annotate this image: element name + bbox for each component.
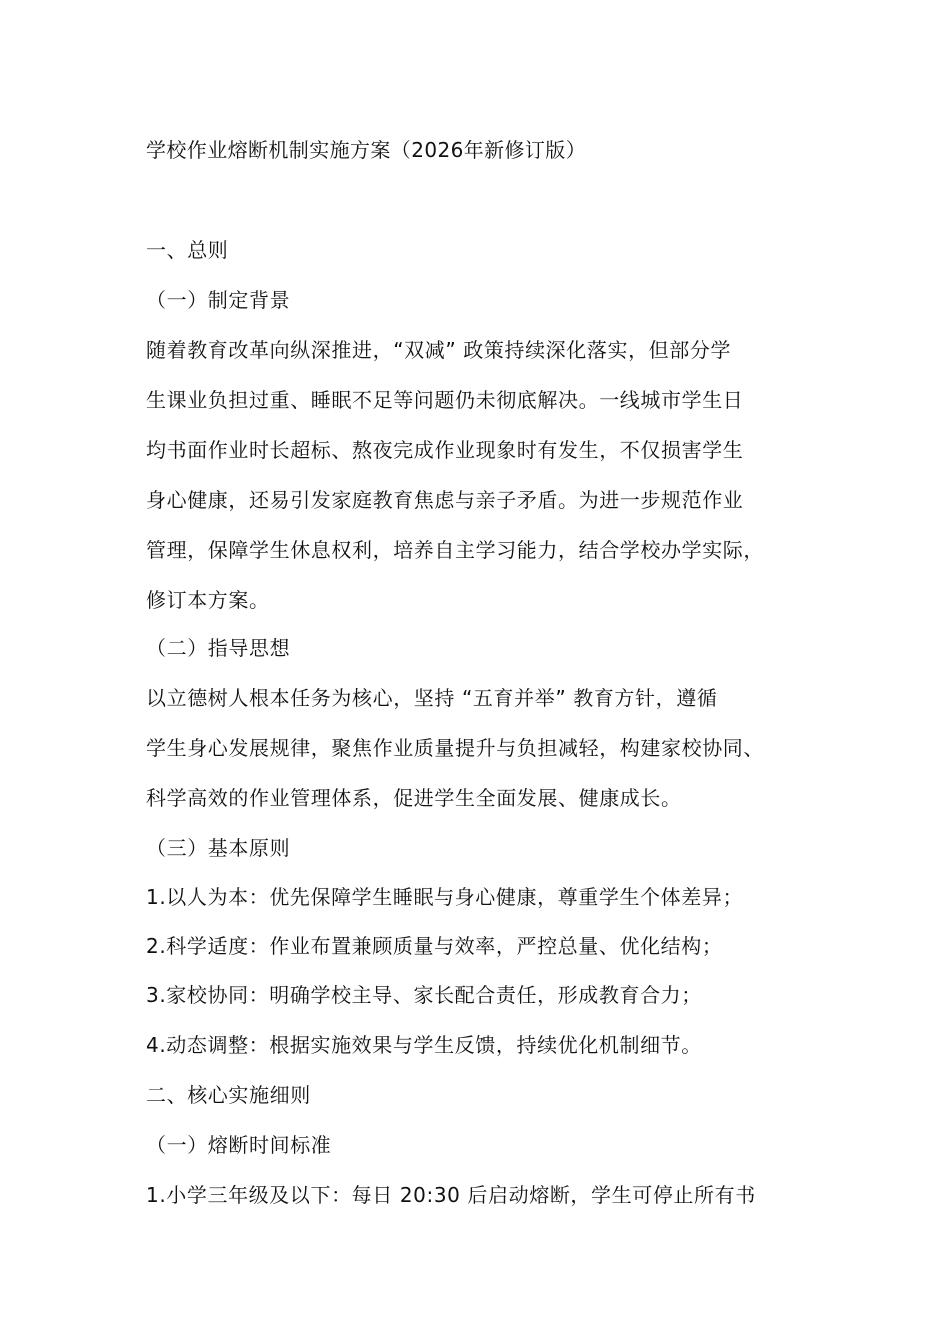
- paragraph-line: 科学高效的作业管理体系，促进学生全面发展、健康成长。: [146, 786, 682, 810]
- list-item: 1.以人为本：优先保障学生睡眠与身心健康，尊重学生个体差异；: [146, 885, 744, 909]
- section-heading: 二、核心实施细则: [146, 1083, 311, 1107]
- document-title: 学校作业熔断机制实施方案（2026年新修订版）: [146, 138, 587, 162]
- section-heading: 一、总则: [146, 238, 229, 262]
- subsection-heading: （三）基本原则: [146, 836, 291, 860]
- list-item: 1.小学三年级及以下：每日 20:30 后启动熔断，学生可停止所有书: [146, 1183, 756, 1207]
- paragraph-line: 生课业负担过重、睡眠不足等问题仍未彻底解决。一线城市学生日: [146, 388, 744, 412]
- paragraph-line: 修订本方案。: [146, 588, 270, 612]
- subsection-heading: （二）指导思想: [146, 636, 291, 660]
- subsection-heading: （一）制定背景: [146, 288, 291, 312]
- paragraph-line: 均书面作业时长超标、熬夜完成作业现象时有发生，不仅损害学生: [146, 438, 744, 462]
- paragraph-line: 身心健康，还易引发家庭教育焦虑与亲子矛盾。为进一步规范作业: [146, 488, 744, 512]
- subsection-heading: （一）熔断时间标准: [146, 1133, 332, 1157]
- paragraph-line: 管理，保障学生休息权利，培养自主学习能力，结合学校办学实际，: [146, 538, 764, 562]
- paragraph-line: 学生身心发展规律，聚焦作业质量提升与负担减轻，构建家校协同、: [146, 736, 764, 760]
- list-item: 3.家校协同：明确学校主导、家长配合责任，形成教育合力；: [146, 983, 702, 1007]
- list-item: 2.科学适度：作业布置兼顾质量与效率，严控总量、优化结构；: [146, 934, 723, 958]
- list-item: 4.动态调整：根据实施效果与学生反馈，持续优化机制细节。: [146, 1033, 702, 1057]
- paragraph-line: 以立德树人根本任务为核心，坚持 “五育并举” 教育方针，遵循: [146, 686, 718, 710]
- paragraph-line: 随着教育改革向纵深推进，“双减” 政策持续深化落实，但部分学: [146, 338, 732, 362]
